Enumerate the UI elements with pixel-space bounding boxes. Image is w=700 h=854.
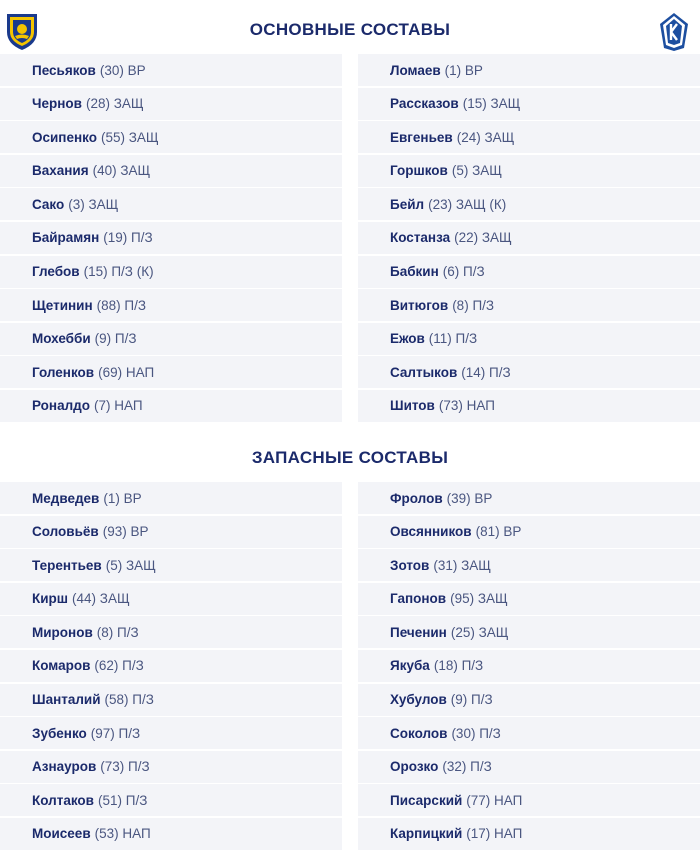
player-name: Роналдо	[32, 398, 90, 414]
substitutes-header	[0, 438, 700, 478]
player-info: (7) НАП	[93, 398, 143, 414]
player-info: (28) ЗАЩ	[85, 96, 144, 112]
player-name: Зотов	[390, 557, 430, 573]
substitutes	[0, 482, 700, 852]
player-row	[0, 54, 342, 86]
player-info: (62) П/З	[94, 658, 144, 674]
player-info: (9) П/З	[450, 692, 493, 708]
player-name: Голенков	[32, 364, 95, 380]
player-name: Рассказов	[390, 96, 459, 112]
player-row	[358, 516, 700, 548]
player-name: Горшков	[390, 163, 448, 179]
player-info: (19) П/З	[103, 230, 153, 246]
player-name: Карпицкий	[390, 826, 463, 842]
player-info: (6) П/З	[442, 264, 485, 280]
player-name: Костанза	[390, 230, 451, 246]
player-row	[358, 155, 700, 187]
player-info: (30) ВР	[99, 62, 146, 78]
player-info: (17) НАП	[466, 826, 523, 842]
player-row	[358, 188, 700, 220]
player-info: (23) ЗАЩ (К)	[428, 196, 507, 212]
player-info: (14) П/З	[461, 364, 511, 380]
player-row	[358, 684, 700, 716]
player-name: Щетинин	[32, 297, 93, 313]
player-row	[0, 323, 342, 355]
player-row	[358, 289, 700, 321]
player-row	[0, 88, 342, 120]
player-info: (5) ЗАЩ	[451, 163, 502, 179]
player-row	[358, 784, 700, 816]
player-name: Якуба	[390, 658, 430, 674]
player-name: Мохебби	[32, 331, 91, 347]
section-title: ОСНОВНЫЕ СОСТАВЫ	[249, 20, 451, 39]
player-row	[358, 323, 700, 355]
player-name: Чернов	[32, 96, 82, 112]
player-row	[358, 650, 700, 682]
player-info: (15) П/З (К)	[83, 264, 154, 280]
player-name: Песьяков	[32, 62, 96, 78]
player-info: (40) ЗАЩ	[92, 163, 151, 179]
krylia-subs-list	[358, 482, 700, 852]
player-row	[0, 684, 342, 716]
player-name: Ломаев	[390, 62, 441, 78]
player-row	[0, 717, 342, 749]
player-name: Осипенко	[32, 129, 97, 145]
player-row	[358, 88, 700, 120]
player-row	[0, 549, 342, 581]
player-row	[358, 356, 700, 388]
player-row	[0, 289, 342, 321]
player-name: Комаров	[32, 658, 91, 674]
player-info: (93) ВР	[102, 524, 149, 540]
player-name: Витюгов	[390, 297, 449, 313]
player-name: Писарский	[390, 792, 463, 808]
player-info: (8) П/З	[452, 297, 495, 313]
player-info: (39) ВР	[446, 490, 493, 506]
player-row	[358, 121, 700, 153]
player-info: (30) П/З	[451, 725, 501, 741]
section-title: ЗАПАСНЫЕ СОСТАВЫ	[251, 448, 449, 467]
player-row	[0, 222, 342, 254]
player-row	[0, 650, 342, 682]
player-row	[358, 482, 700, 514]
player-info: (44) ЗАЩ	[72, 591, 130, 607]
player-row	[358, 818, 700, 850]
player-name: Миронов	[32, 624, 93, 640]
player-info: (32) П/З	[442, 759, 492, 775]
player-name: Хубулов	[390, 692, 447, 708]
player-info: (22) ЗАЩ	[454, 230, 512, 246]
player-row	[0, 616, 342, 648]
player-row	[0, 818, 342, 850]
player-info: (81) ВР	[475, 524, 522, 540]
player-name: Евгеньев	[390, 129, 453, 145]
player-row	[0, 155, 342, 187]
player-row	[358, 616, 700, 648]
player-info: (5) ЗАЩ	[105, 557, 156, 573]
player-name: Медведев	[32, 490, 100, 506]
player-info: (73) П/З	[100, 759, 150, 775]
player-info: (8) П/З	[96, 624, 139, 640]
player-info: (51) П/З	[97, 792, 148, 808]
player-info: (95) ЗАЩ	[450, 591, 508, 607]
player-row	[0, 516, 342, 548]
krylia-sovetov-crest-icon	[658, 12, 690, 57]
player-name: Фролов	[390, 490, 443, 506]
player-info: (97) П/З	[90, 725, 141, 741]
player-info: (58) П/З	[104, 692, 154, 708]
player-row	[0, 256, 342, 288]
player-row	[358, 583, 700, 615]
player-info: (31) ЗАЩ	[433, 557, 491, 573]
player-row	[0, 188, 342, 220]
player-row	[0, 784, 342, 816]
player-row	[0, 583, 342, 615]
player-info: (24) ЗАЩ	[456, 129, 515, 145]
player-row	[358, 717, 700, 749]
player-info: (15) ЗАЩ	[462, 96, 521, 112]
player-info: (25) ЗАЩ	[450, 624, 509, 640]
player-name: Моисеев	[32, 826, 91, 842]
player-name: Печенин	[390, 624, 447, 640]
player-info: (1) ВР	[103, 490, 142, 506]
player-name: Терентьев	[32, 557, 102, 573]
player-info: (55) ЗАЩ	[100, 129, 159, 145]
player-info: (73) НАП	[438, 398, 495, 414]
player-name: Шанталий	[32, 692, 101, 708]
player-name: Кирш	[32, 591, 69, 607]
player-info: (77) НАП	[466, 792, 523, 808]
player-info: (18) П/З	[433, 658, 484, 674]
player-row	[358, 751, 700, 783]
player-name: Салтыков	[390, 364, 458, 380]
player-name: Колтаков	[32, 792, 94, 808]
player-row	[358, 549, 700, 581]
player-row	[0, 356, 342, 388]
player-name: Глебов	[32, 264, 80, 280]
player-name: Шитов	[390, 398, 435, 414]
starting-lineups-header	[0, 10, 700, 50]
player-name: Овсянников	[390, 524, 472, 540]
rostov-crest-icon	[4, 12, 40, 57]
player-name: Зубенко	[32, 725, 87, 741]
player-row	[358, 390, 700, 422]
player-name: Вахания	[32, 163, 89, 179]
player-row	[0, 482, 342, 514]
player-name: Соколов	[390, 725, 448, 741]
player-row	[0, 390, 342, 422]
player-name: Гапонов	[390, 591, 447, 607]
player-row	[358, 222, 700, 254]
player-row	[358, 256, 700, 288]
starting-lineups	[0, 54, 700, 424]
krylia-starting-list	[358, 54, 700, 424]
player-name: Орозко	[390, 759, 439, 775]
player-row	[0, 121, 342, 153]
player-info: (11) П/З	[428, 331, 478, 347]
player-info: (3) ЗАЩ	[68, 196, 119, 212]
player-name: Сако	[32, 196, 65, 212]
player-info: (9) П/З	[94, 331, 137, 347]
player-info: (88) П/З	[96, 297, 146, 313]
player-info: (53) НАП	[94, 826, 151, 842]
player-info: (1) ВР	[444, 62, 483, 78]
rostov-starting-list	[0, 54, 342, 424]
player-row	[0, 751, 342, 783]
player-info: (69) НАП	[98, 364, 155, 380]
player-name: Бейл	[390, 196, 425, 212]
player-name: Азнауров	[32, 759, 97, 775]
player-name: Бабкин	[390, 264, 439, 280]
player-name: Байрамян	[32, 230, 100, 246]
player-name: Ежов	[390, 331, 425, 347]
player-row	[358, 54, 700, 86]
player-name: Соловьёв	[32, 524, 99, 540]
rostov-subs-list	[0, 482, 342, 852]
